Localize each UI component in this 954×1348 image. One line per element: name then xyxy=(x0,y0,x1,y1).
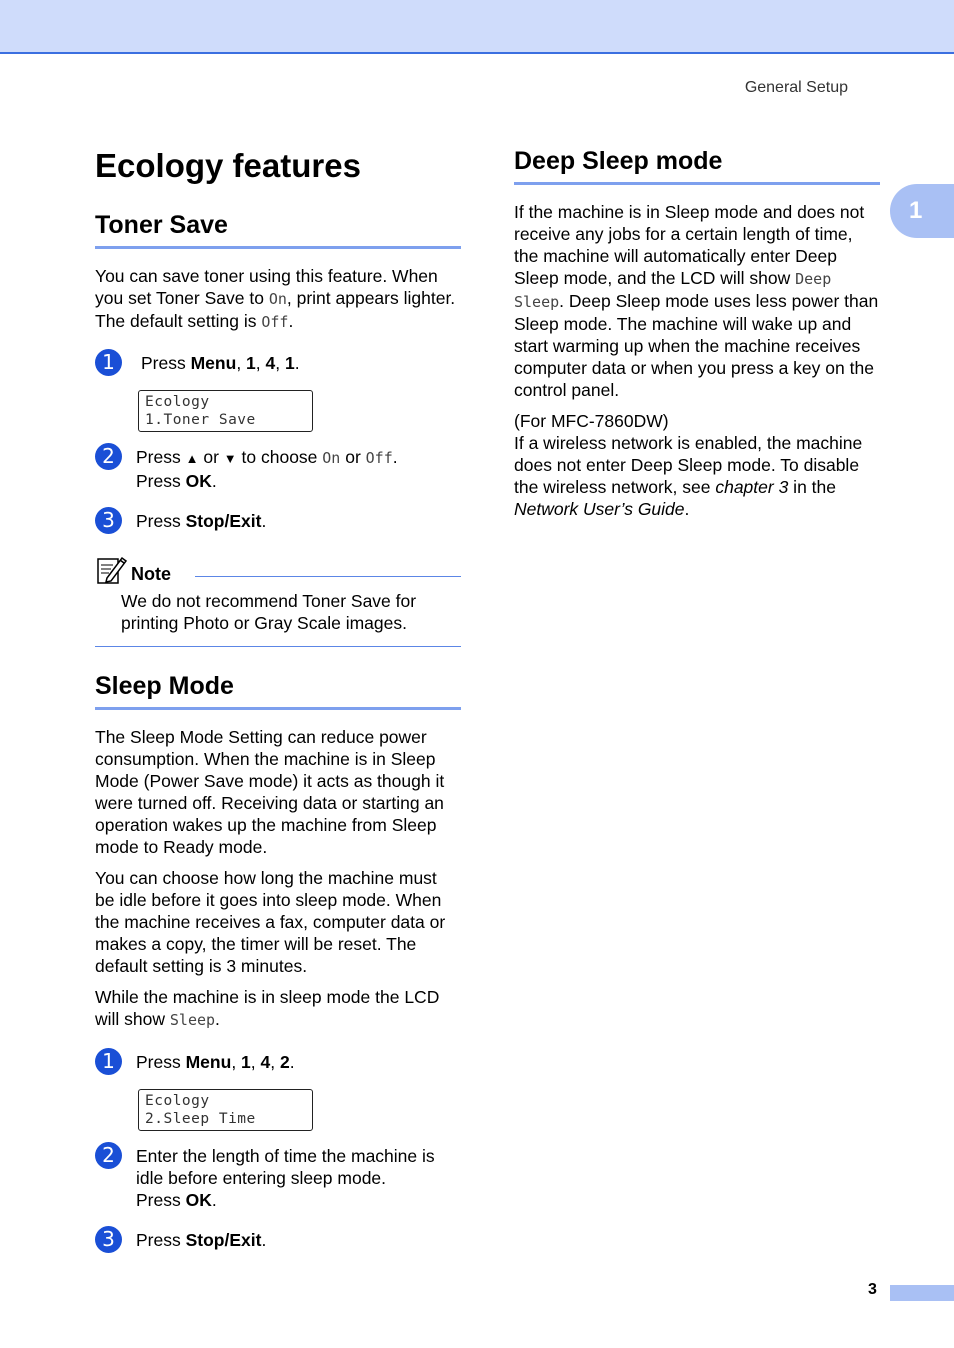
running-head: General Setup xyxy=(744,79,848,96)
toner-step-3: 3 Press Stop/Exit. xyxy=(95,510,461,538)
step-number-1: 1 xyxy=(95,1048,122,1075)
toner-step-1: 1 Press Menu, 1, 4, 1. xyxy=(95,352,461,380)
deep-sleep-heading: Deep Sleep mode xyxy=(514,146,880,185)
step-number-1: 1 xyxy=(95,349,122,376)
sleep-para-2: You can choose how long the machine must be idle before it goes into sleep mode. When the machine receives a fax, computer data or makes a copy, the timer will be reset. The default setting is 3 minutes. xyxy=(95,868,446,976)
chapter-number: 1 xyxy=(909,197,923,224)
sleep-mode-heading: Sleep Mode xyxy=(95,671,461,710)
sleep-step-2: 2 Enter the length of time the machine is idle before entering sleep mode. Press OK. xyxy=(95,1145,461,1211)
sleep-step-1: 1 Press Menu, 1, 4, 2. xyxy=(95,1051,461,1079)
sleep-para-3: While the machine is in sleep mode the LCD will show Sleep. xyxy=(95,987,440,1029)
sleep-para-1: The Sleep Mode Setting can reduce power consumption. When the machine is in Sleep Mode (Power Save mode) it acts as though it were turned off. Receiving data or starting an operation wakes up the machine from Sleep mode to Ready mode. xyxy=(95,727,445,857)
left-column xyxy=(95,140,461,1257)
note-rule xyxy=(195,576,461,577)
note-title: Note xyxy=(131,564,171,584)
lcd-display-toner xyxy=(138,390,313,432)
note-end-rule xyxy=(95,646,461,647)
lcd-display-sleep xyxy=(138,1089,313,1131)
lcd-line-2: 2.Sleep Time xyxy=(145,1111,256,1127)
step-number-3: 3 xyxy=(95,1226,122,1253)
lcd-line-1: Ecology xyxy=(145,394,210,410)
note-body: We do not recommend Toner Save for printing Photo or Gray Scale images. xyxy=(121,591,417,633)
header-bar xyxy=(0,0,954,54)
toner-save-heading: Toner Save xyxy=(95,210,461,249)
sleep-step-2-text: Enter the length of time the machine is idle before entering sleep mode. xyxy=(136,1146,435,1188)
up-arrow-icon: ▲ xyxy=(185,451,199,466)
chapter-tab xyxy=(890,184,954,238)
page-number: 3 xyxy=(868,1281,877,1298)
right-column xyxy=(514,140,880,520)
lcd-line-2: 1.Toner Save xyxy=(145,412,256,428)
page-title: Ecology features xyxy=(95,147,361,184)
step-number-2: 2 xyxy=(95,1142,122,1169)
step-number-2: 2 xyxy=(95,443,122,470)
note-header xyxy=(95,554,461,586)
lcd-line-1: Ecology xyxy=(145,1093,210,1109)
note-pencil-icon xyxy=(95,554,127,586)
step-number-3: 3 xyxy=(95,507,122,534)
deep-sleep-model: (For MFC-7860DW) xyxy=(514,411,669,431)
page-number-bar xyxy=(890,1285,954,1301)
deep-sleep-para-2: If a wireless network is enabled, the machine does not enter Deep Sleep mode. To disable the wireless network, see chapter 3 in the Network User’s Guide. xyxy=(514,433,863,519)
deep-sleep-para-1: If the machine is in Sleep mode and does not receive any jobs for a certain length of time, the machine will automatically enter Deep Sleep mode, and the LCD will show Deep Sleep. Deep Sleep mode uses less power than Sleep mode. The machine will wake up and start warming up when the machine receives computer data or when you press a key on the control panel. xyxy=(514,202,879,400)
toner-save-intro: You can save toner using this feature. When you set Toner Save to On, print appears lighter. The default setting is Off. xyxy=(95,266,456,331)
sleep-step-3: 3 Press Stop/Exit. xyxy=(95,1229,461,1257)
down-arrow-icon: ▼ xyxy=(223,451,237,466)
toner-step-2: 2 Press ▲ or ▼ to choose On or Off. Press OK. xyxy=(95,446,461,492)
